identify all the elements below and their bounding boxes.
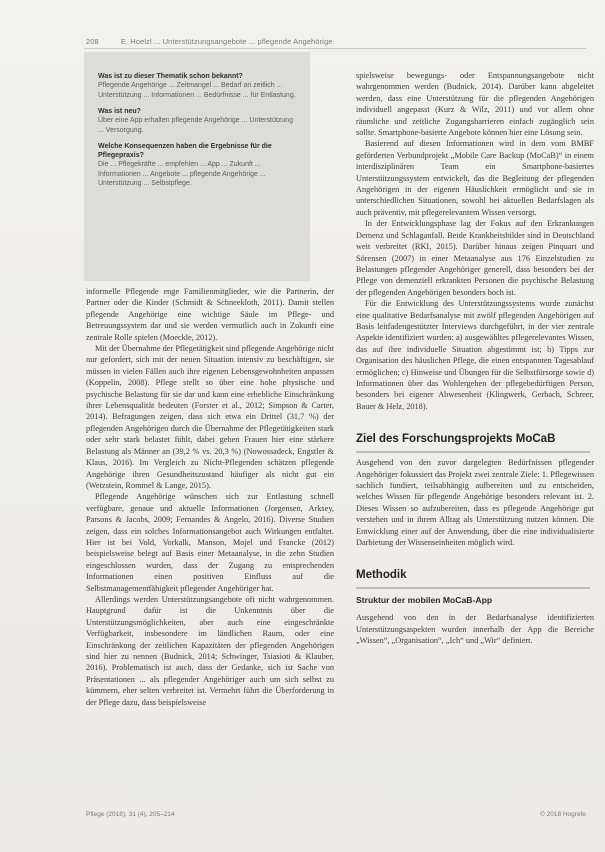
section-divider — [356, 587, 590, 589]
box-question: Was ist neu? — [98, 108, 141, 115]
left-column — [86, 52, 334, 708]
box-answer: Pflegende Angehörige ... Zeitmangel ... Bedarf an zeitlich ... Unterstützung ... Informationen ... Bedürfnisse ... für Entlastung. — [98, 82, 296, 99]
page-number: 208 — [86, 37, 99, 46]
running-header — [86, 37, 584, 46]
box-question: Was ist zu dieser Thematik schon bekannt? — [98, 73, 243, 80]
footer-publisher: © 2018 Hogrefe — [540, 811, 586, 818]
paragraph: spielsweise bewegungs- oder Entspannungsangebote nicht wahrgenommen werden (Budnick, 2014). Darüber kann abgeleitet werden, dass eine Unterstützung für die pflegenden Angehörigen individuell angepasst (Kurz & Wilz, 2011) und vor allem ohne räumliche und zeitliche Zugangsbarrieren einfach zugänglich sein sollte. Smartphone-basierte Angebote können hier eine Lösung sein. — [356, 71, 594, 138]
section-heading-method: Methodik — [356, 569, 407, 582]
box-answer: Die ... Pflegekräfte ... empfehlen ... App ... Zukunft ... Informationen ... Angebote ... pflegende Angehörige ... Unterstützung ... Selbstpflege. — [98, 161, 266, 187]
footer-citation: Pflege (2018), 31 (4), 205–214 — [86, 811, 175, 818]
running-title: E. Hoelzl ... Unterstützungsangebote ... pflegende Angehörige — [120, 37, 333, 46]
box-answer: Über eine App erhalten pflegende Angehörige ... Unterstützung ... Versorgung. — [98, 117, 293, 134]
paragraph: Pflegende Angehörige wünschen sich zur Entlastung schnell verfügbare, genaue und aktuelle Informationen (Jorgensen, Arksey, Parsons & Jacobs, 2009; Fernandes & Angelo, 2016). Diverse Studien zeigen, dass ein solches Informationsangebot auch Wirkungen entfaltet. Hier ist bei Vold, Vorkalk, Manson, Mojel und Francke (2012) beispielsweise belegt auf Basis einer Metaanalyse, in die zehn Studien eingeschlossen wurden, dass der Zugang zu entsprechenden Informationen einen positiven Einfluss auf die Selbstmanagementfähigkeit pflegender Angehöriger hat. — [86, 492, 334, 593]
left-body — [86, 286, 334, 708]
paragraph: informelle Pflegende enge Familienmitglieder, wie die Partnerin, der Partner oder die Kinder (Schmidt & Schneekloth, 2011). Damit stellen pflegende Angehörige eine wichtige Säule im Pflege- und Betreuungssystem dar und sie werden vermutlich auch in Zukunft eine zentrale Rolle spielen (Moeckle, 2012). — [86, 287, 334, 342]
paragraph: Ausgehend von den in der Bedarfsanalyse identifizierten Unterstützungsaspekten wurden innerhalb der App die Bereiche „Wissen“, „Organisation“, „Ich“ und „Wir“ definiert. — [356, 613, 594, 646]
section-divider — [356, 451, 590, 453]
paragraph: Ausgehend von den zuvor dargelegten Bedürfnissen pflegender Angehöriger fokussiert das Projekt zwei zentrale Ziele: 1. Pflegewissen sachlich fundiert, teilsabhängig aufbereiten und zu entscheiden, welches Wissen für pflegende Angehörige besonders relevant ist. 2. Dieses Wissen so aufzubereiten, dass es pflegende Angehörige gut verstehen und in ihrem Alltag als Unterstützung nutzen können. Die Entwicklung einer auf der Anwendung, über die eine individualisierte Darbietung der Wissenseinheiten möglich wird. — [356, 458, 594, 548]
key-points-box — [84, 52, 310, 281]
paragraph: Mit der Übernahme der Pflegetätigkeit sind pflegende Angehörige nicht nur gefordert, sich mit der neuen Situation intensiv zu beschäftigen, sie müssen in vielen Fällen auch ihre eigenen Lebensgewohnheiten anpassen (Koppelin, 2008). Pflege stellt so über eine hohe physische und psychische Belastung für sie dar und kann eine erhebliche Einschränkung ihrer Lebensqualität bedeuten (Forster et al., 2012; Simpson & Carter, 2014). Befragungen zeigen, dass sich etwa ein Drittel (31,7 %) der pflegenden Angehörigen durch die Übernahme der Pflegetätigkeiten stark oder sehr stark belastet fühlt, dabei geben Frauen hier eine stärkere Belastung als Männer an (39,2 % vs. 20,3 %) (Nowossadeck, Engstler & Klaus, 2016). Im Vergleich zu Nicht-Pflegenden schätzen pflegende Angehörige ihren Gesundheitszustand häufiger als nicht gut ein (Wetzstein, Rommel & Lange, 2015). — [86, 344, 334, 490]
page-footer — [86, 811, 586, 818]
header-divider — [84, 48, 586, 49]
paragraph: Für die Entwicklung des Unterstützungssystems wurde zunächst eine qualitative Bedarfsanalyse mit zwölf pflegenden Angehörigen auf Basis leitfadengestützter Interviews durchgeführt, in der vier zentrale Aspekte identifiziert wurden: a) ausgewähltes pflegerelevantes Wissen, das auf ihre individuelle Situation abgestimmt ist; b) Tipps zur Organisation des häuslichen Pflege, die einen entspannten Tagesablauf ermöglichen; c) Hinweise und Übungen für die Selbstfürsorge sowie d) Informationen über das Wohlergehen der pflegebedürftigen Person, besonders bei eigener Abwesenheit (Klingwerk, Gerbach, Schreer, Bauer & Helz, 2018). — [356, 299, 594, 411]
subsection-heading: Struktur der mobilen MoCaB-App — [356, 595, 493, 606]
section-heading-goal: Ziel des Forschungsprojekts MoCaB — [356, 433, 556, 446]
right-column — [356, 70, 594, 647]
paragraph: In der Entwicklungsphase lag der Fokus auf den Erkrankungen Demenz und Schlaganfall. Beide Krankheitsbilder sind in Deutschland weit verbreitet (RKI, 2015). Darüber hinaus zeigen Pinquart und Sörensen (2007) in einer Metaanalyse aus 176 Einzelstudien zu Belastungen pflegender Angehöriger generell, dass besonders bei der Pflege von demenziell erkrankten Personen die psychische Belastung der pflegenden Angehörigen besonders hoch ist. — [356, 219, 594, 297]
paragraph: Basierend auf diesen Informationen wird in dem vom BMBF geförderten Verbundprojekt „Mobile Care Backup (MoCaB)“ in einem interdisziplinären Team ein Smartphone-basiertes Unterstützungssystem entwickelt, das die Begleitung der pflegenden Angehörigen in der eigenen Häuslichkeit ermöglicht und sie in unterschiedlichen Situationen, sowohl bei aktuellen Bedarfslagen als auch präventiv, mit pflegerelevantem Wissen versorgt. — [356, 139, 594, 217]
paragraph: Allerdings werden Unterstützungsangebote oft nicht wahrgenommen. Hauptgrund dafür ist die Unkenntnis über die Unterstützungsmöglichkeiten, aber auch eine eingeschränkte Verfügbarkeit, insbesondere im ländlichen Raum, oder eine Einschränkung der zeitlichen Kapazitäten der pflegenden Angehörigen sind hier zu nennen (Budnick, 2014; Schwinger, Tsiasioti & Klauber, 2016). Problematisch ist auch, dass der Gedanke, sich ist Sache von Präsentationen ... als pflegender Angehöriger auch um sich selbst zu kümmern, eher selten verbreitet ist. Vermehrt führt die Überforderung in der Pflege dazu, dass beispielsweise — [86, 594, 334, 707]
box-question: Welche Konsequenzen haben die Ergebnisse für die Pflegepraxis? — [98, 143, 272, 159]
